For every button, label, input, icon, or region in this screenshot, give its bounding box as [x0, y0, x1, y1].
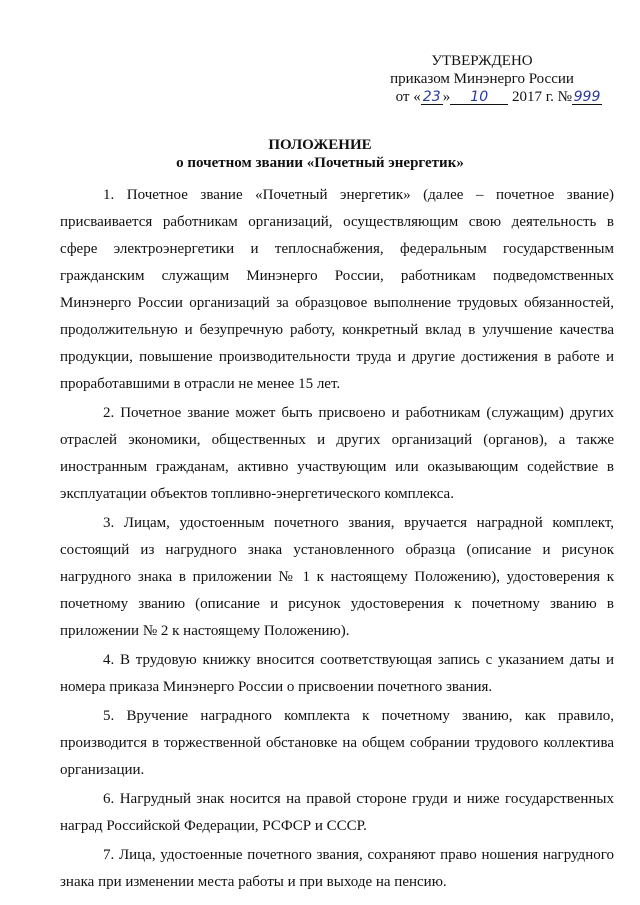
title-subtitle: о почетном звании «Почетный энергетик» [176, 155, 464, 171]
date-prefix: от « [395, 89, 421, 105]
approval-stamp-block [362, 52, 602, 106]
paragraph-7: 7. Лица, удостоенные почетного звания, сохраняют право ношения нагрудного знака при изменении места работы и при выходе на пенсию. [60, 847, 614, 890]
paragraph-3: 3. Лицам, удостоенным почетного звания, вручается наградной комплект, состоящий из нагрудного знака установленного образца (описание и рисунок нагрудного знака в приложении № 1 к настоящему Положению), удостоверения к почетному званию (описание и рисунок удостоверения к почетному званию в приложении № 2 к настоящему Положению). [60, 515, 614, 639]
handwritten-order-number: 999 [573, 89, 601, 105]
handwritten-month: 10 [450, 90, 508, 105]
paragraph-4: 4. В трудовую книжку вносится соответствующая запись с указанием даты и номера приказа Минэнерго России о присвоении почетного звания. [60, 652, 614, 695]
date-quote-close: » [442, 89, 451, 105]
paragraph-1: 1. Почетное звание «Почетный энергетик» (далее – почетное звание) присваивается работникам организаций, осуществляющим свою деятельность в сфере электроэнергетики и теплоснабжения, федеральным государственным гражданским служащим Минэнерго России, работникам подведомственных Минэнерго России организаций за образцовое выполнение трудовых обязанностей, продолжительную и безупречную работу, конкретный вклад в улучшение качества продукции, повышение производительности труда и другие достижения в работе и проработавшими в отрасли не менее 15 лет. [60, 187, 614, 392]
title-main: ПОЛОЖЕНИЕ [268, 137, 372, 153]
document-title [0, 136, 640, 172]
approval-heading: УТВЕРЖДЕНО [431, 53, 533, 69]
paragraph-6: 6. Нагрудный знак носится на правой стороне груди и ниже государственных наград Российской Федерации, РСФСР и СССР. [60, 791, 614, 834]
paragraph-2: 2. Почетное звание может быть присвоено и работникам (служащим) других отраслей экономики, общественных и других организаций (органов), а также иностранным гражданам, активно участвующим или оказывающим содействие в эксплуатации объектов топливно-энергетического комплекса. [60, 405, 614, 502]
document-body [60, 182, 614, 896]
date-year-number: 2017 г. № [511, 89, 572, 105]
handwritten-day: 23 [421, 90, 443, 105]
approval-order-line: приказом Минэнерго России [390, 71, 574, 87]
approval-date-line [362, 88, 602, 106]
paragraph-5: 5. Вручение наградного комплекта к почетному званию, как правило, производится в торжественной обстановке на общем собрании трудового коллектива организации. [60, 708, 614, 778]
